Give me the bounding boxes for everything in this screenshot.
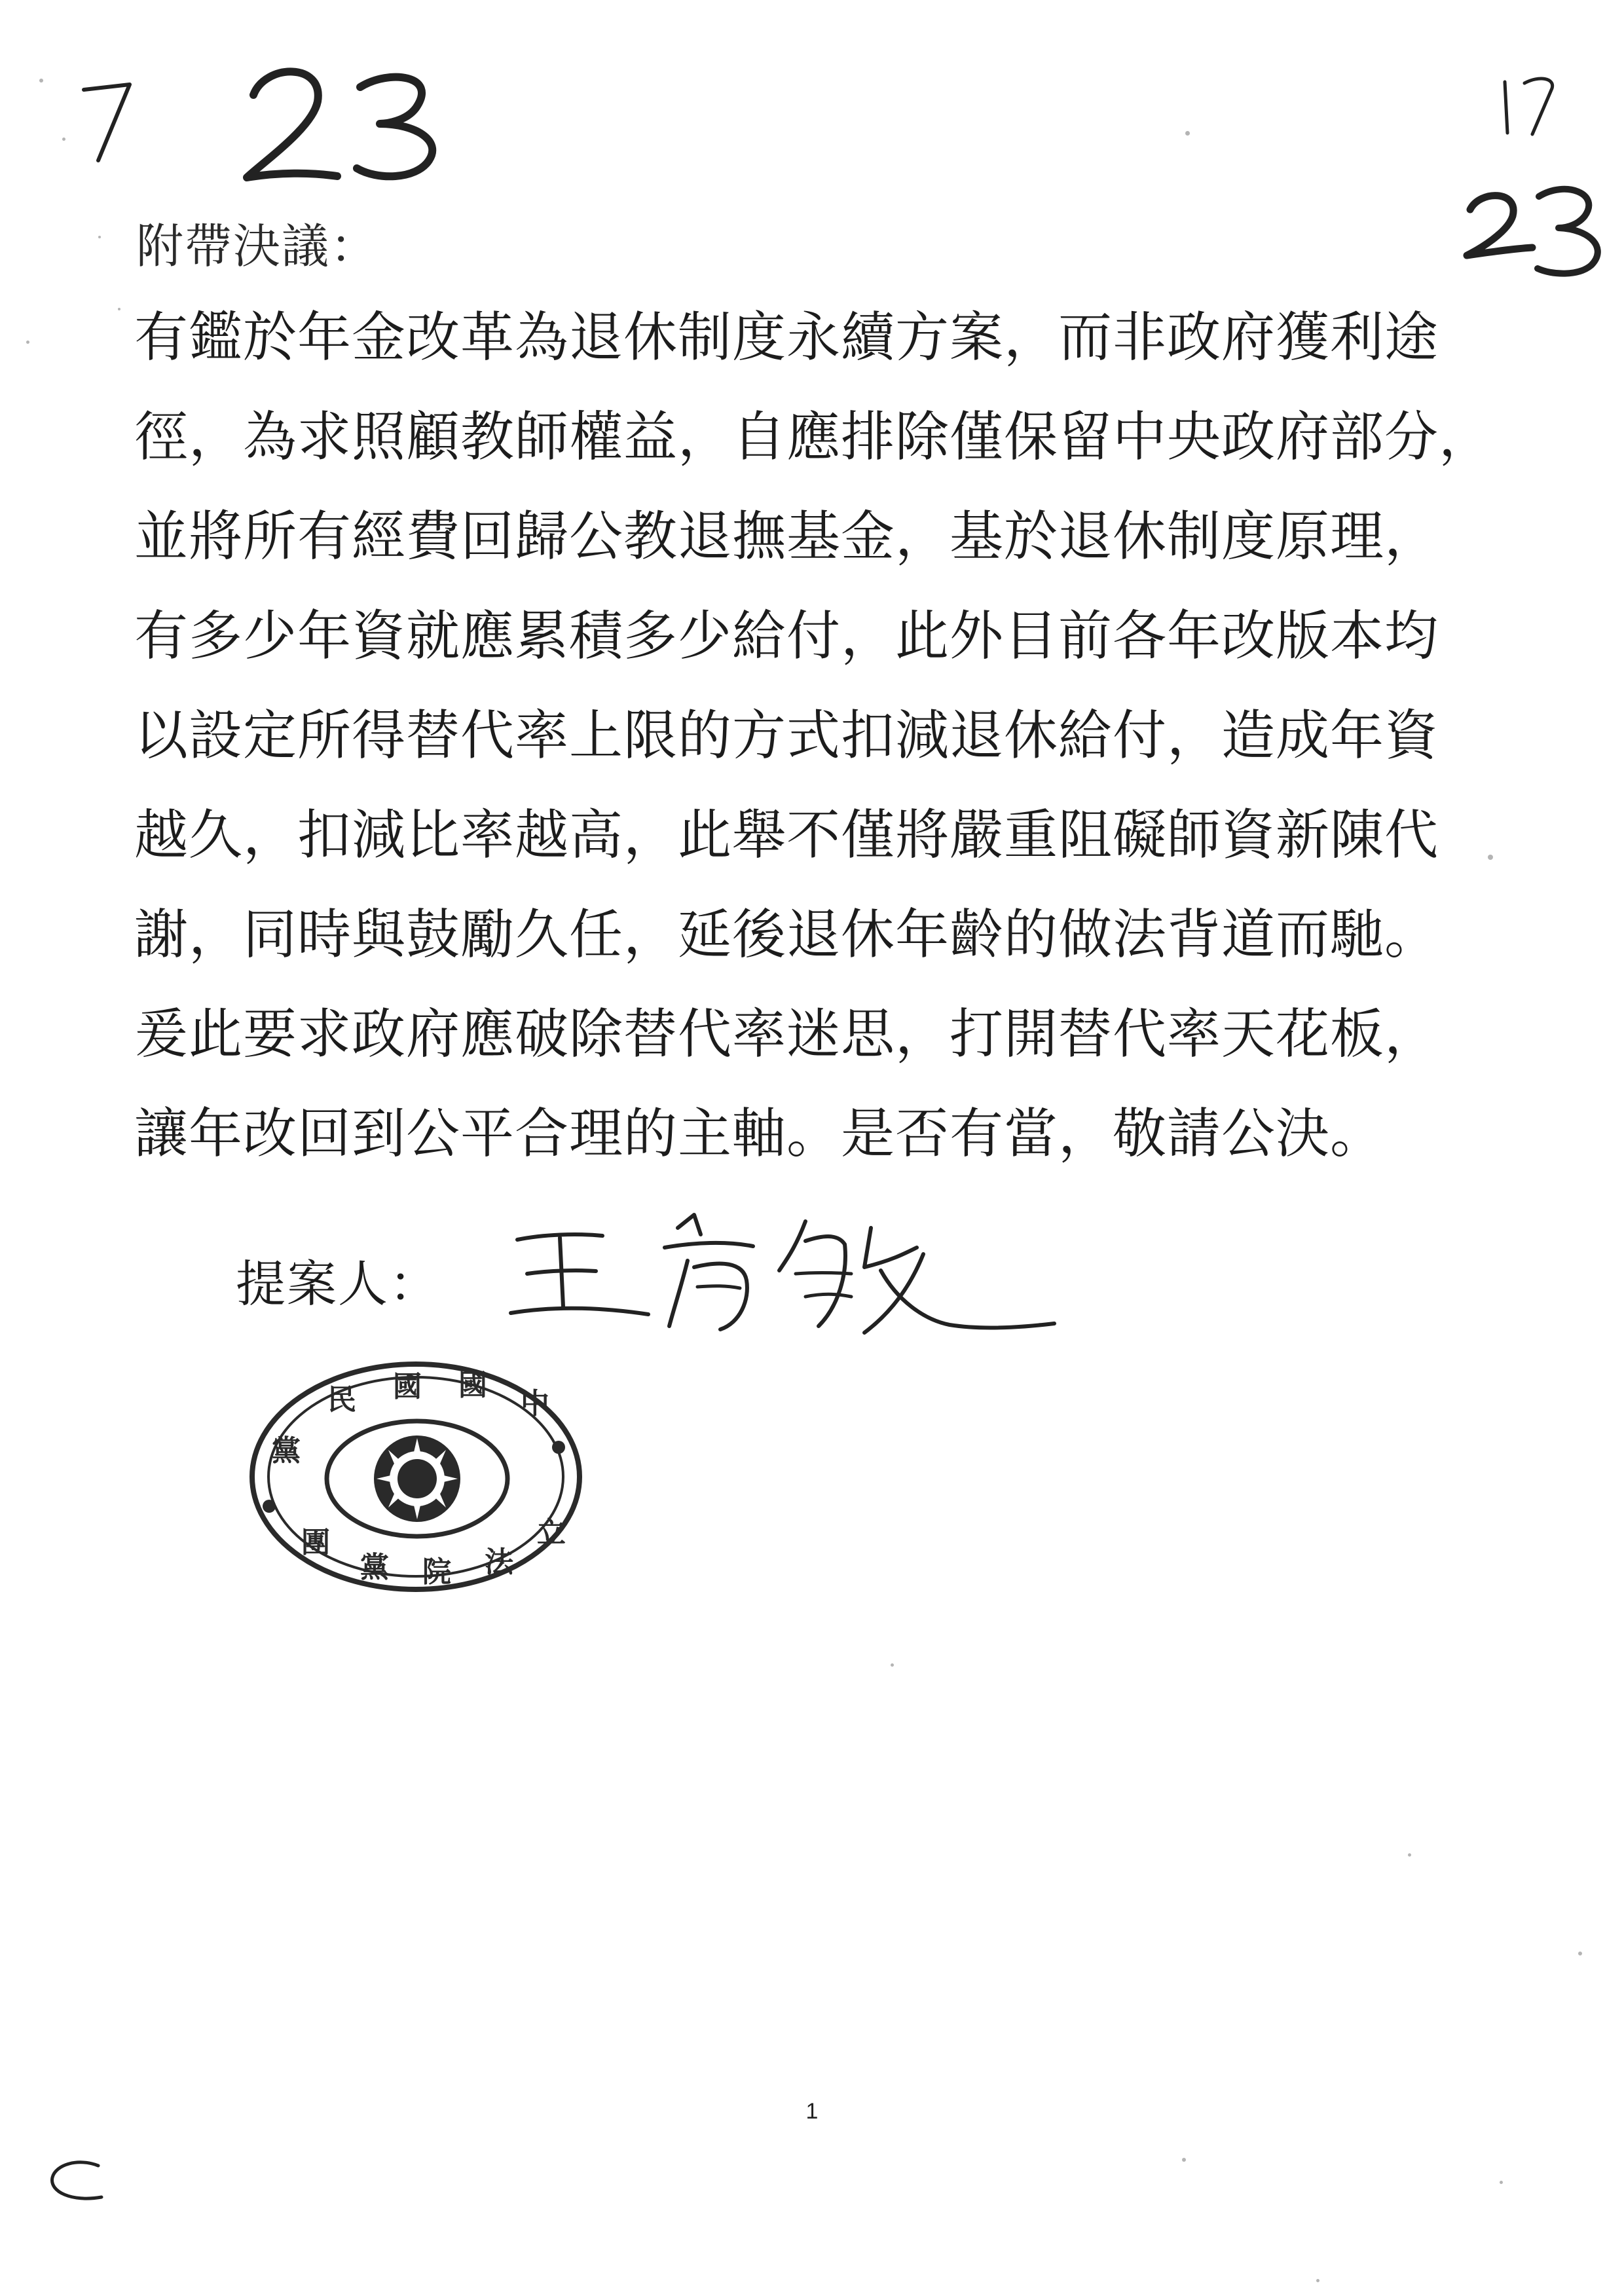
scan-speck bbox=[62, 138, 65, 141]
paragraph-line: 以設定所得替代率上限的方式扣減退休給付，造成年資 bbox=[134, 705, 1439, 767]
svg-text:國: 國 bbox=[393, 1370, 422, 1403]
handwritten-page-number-23 bbox=[239, 56, 449, 187]
svg-text:團: 團 bbox=[301, 1526, 330, 1559]
scan-speck bbox=[891, 1663, 894, 1667]
svg-text:立: 立 bbox=[537, 1516, 566, 1549]
scan-speck bbox=[98, 236, 101, 238]
proposer-signature bbox=[498, 1208, 1061, 1339]
scan-speck bbox=[39, 79, 43, 83]
scan-speck bbox=[1185, 131, 1190, 136]
handwritten-mark-17 bbox=[1493, 69, 1565, 141]
svg-text:中: 中 bbox=[521, 1387, 549, 1420]
scan-speck bbox=[26, 341, 29, 344]
paragraph-line: 謝，同時與鼓勵久任，延後退休年齡的做法背道而馳。 bbox=[134, 904, 1439, 966]
paragraph-line: 讓年改回到公平合理的主軸。是否有當，敬請公決。 bbox=[134, 1103, 1385, 1165]
handwritten-mark-s bbox=[39, 2151, 118, 2210]
scan-speck bbox=[1316, 2279, 1320, 2282]
handwritten-mark-23 bbox=[1460, 177, 1611, 282]
scan-speck bbox=[1578, 1952, 1582, 1955]
paragraph-line: 越久，扣減比率越高，此舉不僅將嚴重阻礙師資新陳代 bbox=[134, 804, 1439, 866]
svg-text:黨: 黨 bbox=[360, 1551, 389, 1584]
page-number: 1 bbox=[805, 2099, 819, 2124]
svg-text:法: 法 bbox=[485, 1546, 513, 1579]
party-caucus-seal bbox=[246, 1356, 586, 1598]
paragraph-line: 爰此要求政府應破除替代率迷思，打開替代率天花板， bbox=[134, 1003, 1439, 1065]
party-emblem-icon bbox=[374, 1435, 460, 1522]
scan-speck bbox=[1182, 2158, 1186, 2162]
paragraph-line: 徑，為求照顧教師權益，自應排除僅保留中央政府部分， bbox=[134, 406, 1494, 468]
paragraph-line: 有鑑於年金改革為退休制度永續方案，而非政府獲利途 bbox=[134, 306, 1439, 369]
svg-text:民: 民 bbox=[327, 1383, 356, 1416]
scan-speck bbox=[1408, 1853, 1411, 1857]
handwritten-page-mark-7 bbox=[79, 75, 138, 167]
scan-speck bbox=[118, 308, 120, 310]
proposer-label: 提案人： bbox=[236, 1255, 440, 1313]
svg-text:黨: 黨 bbox=[272, 1434, 301, 1468]
resolution-heading: 附帶決議： bbox=[136, 219, 379, 274]
paragraph-line: 有多少年資就應累積多少給付，此外目前各年改版本均 bbox=[134, 605, 1439, 667]
scan-speck bbox=[1500, 2181, 1503, 2184]
svg-text:國: 國 bbox=[458, 1369, 487, 1402]
resolution-body bbox=[134, 288, 1496, 1184]
svg-text:院: 院 bbox=[422, 1555, 451, 1589]
paragraph-line: 並將所有經費回歸公教退撫基金，基於退休制度原理， bbox=[134, 506, 1439, 568]
